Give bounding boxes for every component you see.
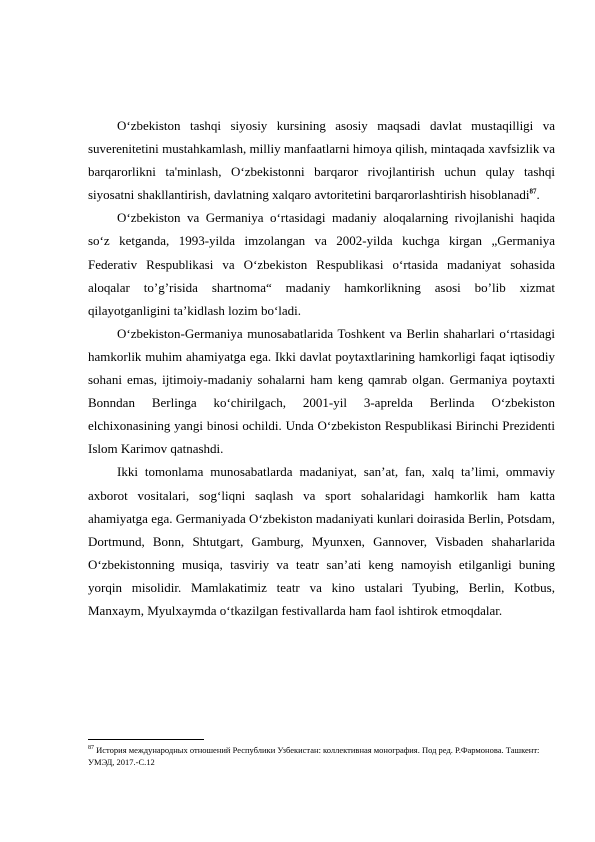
footnote-text: История международных отношений Республики Узбекистан: коллективная монография. Под ред. Р.Фармонова. Ташкент: УМЭД, 2017.-С.12: [88, 745, 540, 767]
paragraph-2: O‘zbekiston va Germaniya o‘rtasidagi madaniy aloqalarning rivojlanishi haqida so‘z ketganda, 1993-yilda imzolangan va 2002-yilda kuchga kirgan „Germaniya Federativ Respublikasi va O‘zbekiston Respublikasi o‘rtasida madaniyat sohasida aloqalar to’g’risida shartnoma“ madaniy hamkorlikning asosi bo’lib xizmat qilayotganligini ta’kidlash lozim bo‘ladi.: [88, 210, 555, 318]
paragraph-3: O‘zbekiston-Germaniya munosabatlarida Toshkent va Berlin shaharlari o‘rtasidagi hamkorlik muhim ahamiyatga ega. Ikki davlat poytaxtlarining hamkorligi faqat iqtisodiy sohani emas, ijtimoiy-madaniy sohalarni ham keng qamrab olgan. Germaniya poytaxti Bonndan Berlinga ko‘chirilgach, 2001-yil 3-aprelda Berlinda O‘zbekiston elchixonasining yangi binosi ochildi. Unda O‘zbekiston Respublikasi Birinchi Prezidenti Islom Karimov qatnashdi.: [88, 325, 555, 457]
footnote-reference[interactable]: 87: [529, 187, 537, 196]
paragraph-4: Ikki tomonlama munosabatlarda madaniyat, san’at, fan, xalq ta’limi, ommaviy axborot vositalari, sog‘liqni saqlash va sport sohalaridagi hamkorlik ham katta ahamiyatga ega. Germaniyada O‘zbekiston madaniyati kunlari doirasida Berlin, Potsdam, Dortmund, Bonn, Shtutgart, Gamburg, Myunxen, Gannover, Visbaden shaharlarida O‘zbekistonning musiqa, tasviriy va teatr san’ati keng namoyish etilganligi buning yorqin misolidir. Mamlakatimiz teatr va kino ustalari Tyubing, Berlin, Kotbus, Manxaym, Myulxaymda o‘tkazilgan festivallarda ham faol ishtirok etmoqdalar.: [88, 464, 555, 618]
document-body: [88, 114, 555, 622]
paragraph-1-text: O‘zbekiston tashqi siyosiy kursining asosiy maqsadi davlat mustaqilligi va suverenitetini mustahkamlash, milliy manfaatlarni himoya qilish, mintaqada xavfsizlik va barqarorlikni ta'minlash, O‘zbekistonni barqaror rivojlantirish uchun qulay tashqi siyosatni shakllantirish, davlatning xalqaro avtoritetini barqarorlashtirish hisoblanadi: [88, 118, 555, 203]
footnote: [88, 744, 555, 768]
footnote-number: 87: [88, 745, 94, 752]
paragraph-1: [88, 114, 555, 206]
footnote-separator: [88, 739, 204, 740]
paragraph-1-end: .: [536, 187, 540, 203]
